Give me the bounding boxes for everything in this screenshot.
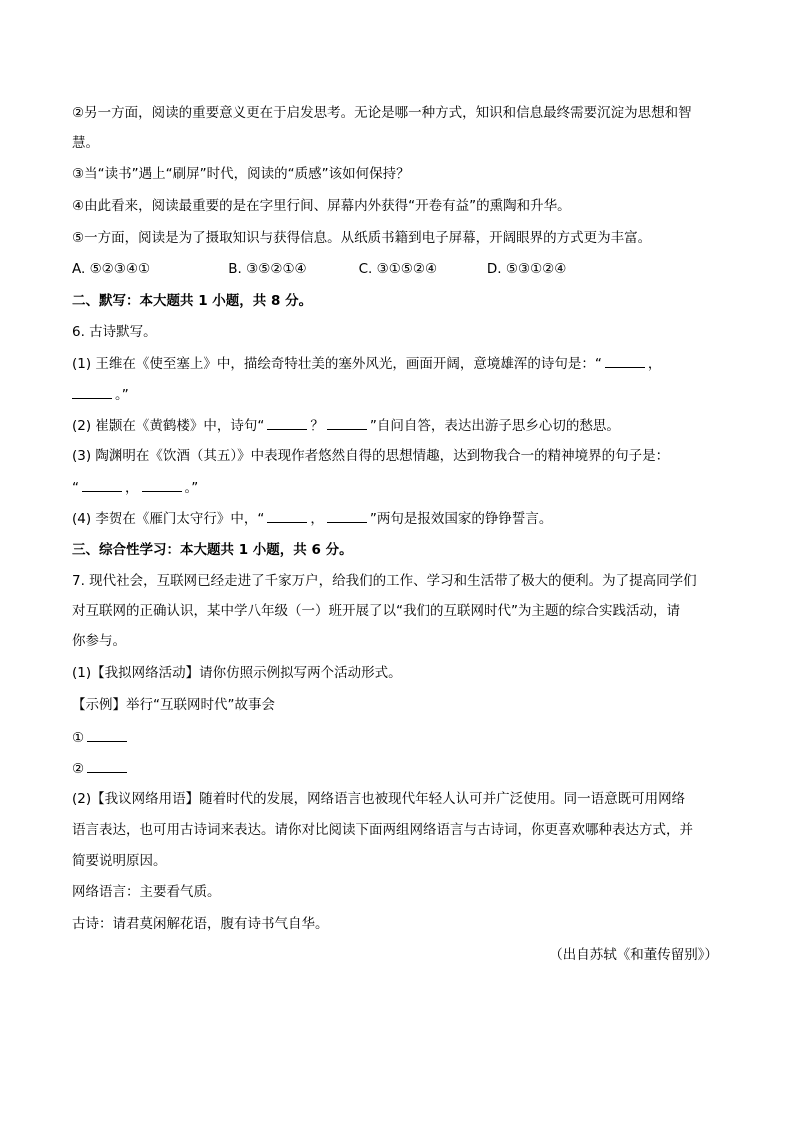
q6-part-1 [72,353,661,374]
answer-blank[interactable] [82,477,122,492]
q7-part-2b: 语言表达，也可用古诗词来表达。请你对比阅读下面两组网络语言与古诗词，你更喜欢哪种表达方式，并 [72,822,693,838]
q6-part-1-cont [72,384,129,405]
answer-blank[interactable] [605,353,645,368]
answer-blank[interactable] [87,758,127,773]
answer-blank[interactable] [267,508,307,523]
q7-line-2: 对互联网的正确认识，某中学八年级（一）班开展了以“我们的互联网时代”为主题的综合实践活动，请 [72,603,680,619]
q5-sentence-4: ④由此看来，阅读最重要的是在字里行间、屏幕内外获得“开卷有益”的熏陶和升华。 [72,198,571,214]
q7-line-1: 7. 现代社会，互联网已经走进了千家万户，给我们的工作、学习和生活带了极大的便利。为了提高同学们 [72,573,697,589]
option-a[interactable]: A. ⑤②③④① [72,261,151,277]
answer-blank[interactable] [327,415,367,430]
q6-p1-text: (1) 王维在《使至塞上》中，描绘奇特壮美的塞外风光，画面开阔，意境雄浑的诗句是：“ [72,356,602,372]
q6-part-3-cont [72,477,198,498]
q7-part-2c: 简要说明原因。 [72,853,167,869]
q7-line-3: 你参与。 [72,633,126,649]
q7-part-1: (1)【我拟网络活动】请你仿照示例拟写两个活动形式。 [72,665,402,681]
q6-p4-comma: ， [310,511,324,527]
q6-part-3: (3) 陶渊明在《饮酒（其五）》中表现作者悠然自得的思想情趣，达到物我合一的精神境界的句子是： [72,448,670,464]
q6-p1-comma: ， [647,356,662,372]
section-3-heading: 三、综合性学习：本大题共 1 小题，共 6 分。 [72,542,353,558]
q6-p3-comma: ， [125,480,139,496]
q6-p2-end: ”自问自答，表达出游子思乡心切的愁思。 [369,418,620,434]
section-2-heading: 二、默写：本大题共 1 小题，共 8 分。 [72,293,313,309]
option-b[interactable]: B. ③⑤②①④ [228,261,307,277]
answer-blank[interactable] [327,508,367,523]
q6-part-4 [72,508,552,529]
answer-blank[interactable] [87,727,127,742]
q6-part-2 [72,415,620,436]
q6-p4-end: ”两句是报效国家的铮铮誓言。 [369,511,553,527]
answer-blank[interactable] [267,415,307,430]
q6-p3-end: 。” [184,480,199,496]
answer-blank[interactable] [142,477,182,492]
q7-example: 【示例】举行“互联网时代”故事会 [72,697,275,713]
answer-blank[interactable] [72,384,112,399]
q7-source: （出自苏轼《和董传留别》） [549,947,718,963]
q7-poem: 古诗：请君莫闲解花语，腹有诗书气自华。 [72,916,329,932]
q5-sentence-5: ⑤一方面，阅读是为了摄取知识与获得信息。从纸质书籍到电子屏幕，开阔眼界的方式更为丰富。 [72,230,652,246]
q6-p4-text: (4) 李贺在《雁门太守行》中，“ [72,511,265,527]
q5-sentence-3: ③当“读书”遇上“刷屏”时代，阅读的“质感”该如何保持？ [72,166,410,182]
q7-blank-1 [72,727,130,748]
q7-blank-2 [72,758,130,779]
q6-p2-text: (2) 崔颢在《黄鹤楼》中，诗句“ [72,418,265,434]
q5-sentence-2a: ②另一方面，阅读的重要意义更在于启发思考。无论是哪一种方式，知识和信息最终需要沉淀为思想和智 [72,105,692,121]
q5-options [72,259,566,279]
q5-sentence-2b: 慧。 [72,135,99,151]
q7-part-2a: (2)【我议网络用语】随着时代的发展，网络语言也被现代年轻人认可并广泛使用。同一语意既可用网络 [72,791,686,807]
option-c[interactable]: C. ③①⑤②④ [358,261,438,277]
blank-2-label: ② [72,761,85,777]
q6-p2-question: ？ [310,418,324,434]
q6-p1-end: 。” [115,387,129,403]
q7-net-language: 网络语言：主要看气质。 [72,884,221,900]
q6-p3-open: “ [72,480,79,496]
blank-1-label: ① [72,730,85,746]
option-d[interactable]: D. ⑤③①②④ [486,261,567,277]
q6-title: 6. 古诗默写。 [72,324,157,340]
